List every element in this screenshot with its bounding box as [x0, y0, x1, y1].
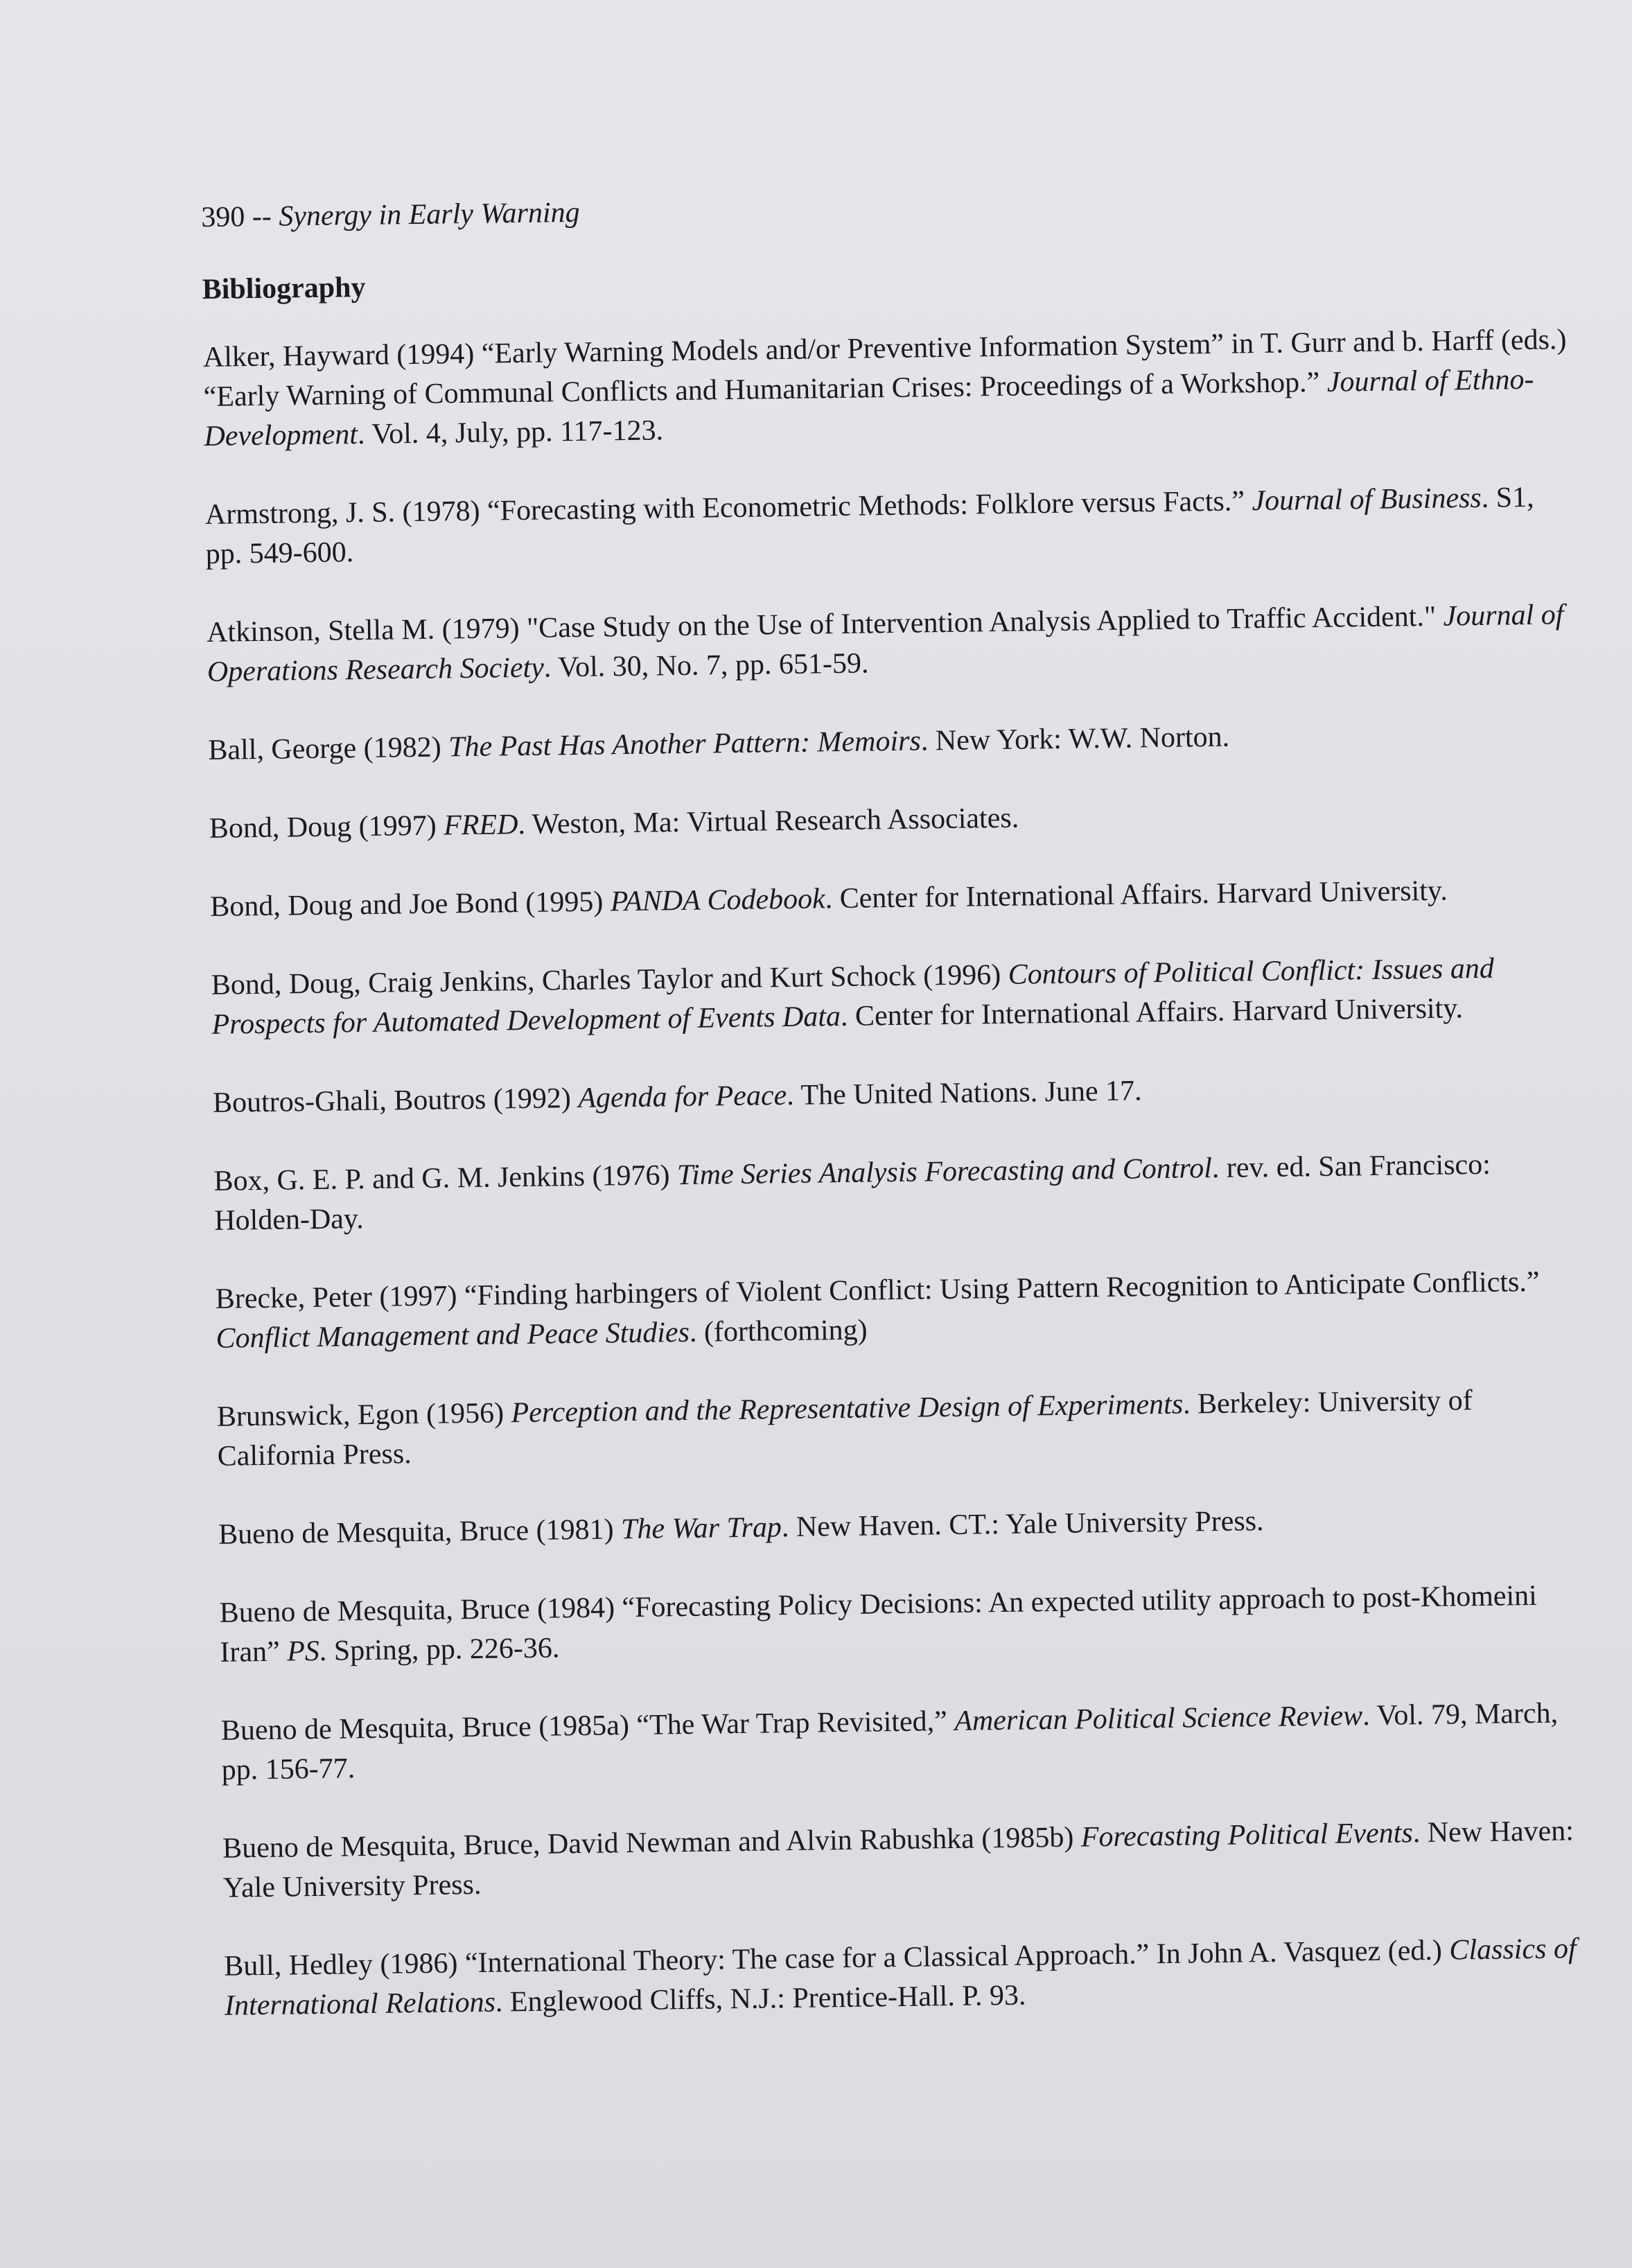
entry-text: Bond, Doug (1997) — [209, 809, 444, 845]
entry-title: Journal of Ethno-Development — [204, 363, 1534, 452]
bibliography-entry — [208, 713, 1588, 771]
entry-title: Journal of Business — [1252, 482, 1482, 518]
entry-title: FRED — [443, 809, 518, 842]
entry-details: . Berkeley: University of California Press. — [217, 1384, 1473, 1473]
entry-title: Classics of International Relations — [224, 1933, 1577, 2022]
entry-title: PS — [286, 1635, 320, 1668]
bibliography-entry — [211, 948, 1590, 1045]
entry-details: . Center for International Affairs. Harvard University. — [825, 874, 1448, 915]
entry-details: . Englewood Cliffs, N.J.: Prentice-Hall. P. 93. — [495, 1979, 1026, 2019]
bibliography-entry — [218, 1497, 1598, 1555]
book-title: Synergy in Early Warning — [279, 196, 580, 233]
entry-title: Perception and the Representative Design of Experiments — [511, 1388, 1184, 1430]
entry-text: Bueno de Mesquita, Bruce (1985a) “The War Trap Revisited,” — [220, 1705, 955, 1747]
entry-title: American Political Science Review — [954, 1700, 1363, 1737]
bibliography-entry — [215, 1262, 1595, 1359]
entry-text: Box, G. E. P. and G. M. Jenkins (1976) — [213, 1159, 678, 1197]
section-heading: Bibliography — [202, 271, 366, 306]
bibliography-entry — [205, 477, 1585, 574]
entry-details: . (forthcoming) — [689, 1314, 868, 1348]
entry-text: Brecke, Peter (1997) “Finding harbingers of Violent Conflict: Using Pattern Recognition to Anticipate Conflicts.” — [215, 1265, 1540, 1315]
entry-details: . Center for International Affairs. Harvard University. — [840, 992, 1464, 1033]
bibliography-list — [203, 320, 1604, 2026]
entry-text: Brunswick, Egon (1956) — [216, 1397, 511, 1433]
entry-title: Conflict Management and Peace Studies — [216, 1316, 690, 1355]
entry-text: Bond, Doug and Joe Bond (1995) — [210, 886, 611, 923]
entry-details: . S1, pp. 549-600. — [205, 481, 1534, 570]
entry-details: . Vol. 30, No. 7, pp. 651-59. — [543, 647, 869, 684]
entry-text: Alker, Hayward (1994) “Early Warning Models and/or Preventive Information System” in T. Gurr and b. Harff (eds.) “Early Warning of Communal Conflicts and Humanitarian Crises: Proceedings of a Workshop.” — [202, 324, 1567, 413]
bibliography-entry — [213, 1066, 1592, 1123]
bibliography-entry — [210, 870, 1590, 927]
entry-text: Bueno de Mesquita, Bruce (1984) “Forecasting Policy Decisions: An expected utility approach to post-Khomeini Iran” — [219, 1579, 1538, 1669]
entry-title: Agenda for Peace — [578, 1080, 787, 1114]
entry-details: . Weston, Ma: Virtual Research Associates. — [518, 802, 1019, 841]
entry-text: Bueno de Mesquita, Bruce, David Newman and Alvin Rabushka (1985b) — [222, 1821, 1082, 1865]
entry-text: Ball, George (1982) — [208, 731, 449, 766]
entry-details: . rev. ed. San Francisco: Holden-Day. — [213, 1148, 1491, 1237]
bibliography-entry — [203, 320, 1583, 457]
entry-title: Time Series Analysis Forecasting and Control — [676, 1152, 1213, 1192]
running-header — [201, 182, 1581, 236]
entry-details: . Vol. 4, July, pp. 117-123. — [357, 414, 664, 451]
bibliography-entry — [221, 1694, 1601, 1791]
bibliography-entry — [207, 595, 1586, 692]
entry-text: Bond, Doug, Craig Jenkins, Charles Taylor and Kurt Schock (1996) — [211, 958, 1009, 1001]
page-content — [201, 182, 1604, 2065]
entry-details: . New Haven. CT.: Yale University Press. — [781, 1505, 1264, 1544]
entry-text: Bueno de Mesquita, Bruce (1981) — [218, 1513, 622, 1551]
entry-text: Armstrong, J. S. (1978) “Forecasting with Econometric Methods: Folklore versus Facts.” — [204, 485, 1252, 531]
bibliography-entry — [217, 1380, 1597, 1477]
entry-title: Contours of Political Conflict: Issues and Prospects for Automated Development of Events Data — [211, 952, 1495, 1041]
bibliography-entry — [209, 791, 1589, 849]
entry-text: Boutros-Ghali, Boutros (1992) — [212, 1082, 579, 1119]
entry-text: Bull, Hedley (1986) “International Theory: The case for a Classical Approach.” In John A. Vasquez (ed.) — [224, 1934, 1450, 1983]
bibliography-entry — [222, 1811, 1602, 1908]
bibliography-entry — [213, 1144, 1593, 1241]
entry-details: . New York: W.W. Norton. — [920, 721, 1230, 757]
entry-title: The War Trap — [620, 1511, 782, 1546]
header-separator: -- — [245, 200, 279, 234]
entry-text: Atkinson, Stella M. (1979) "Case Study on the Use of Intervention Analysis Applied to Traffic Accident." — [206, 600, 1444, 649]
page-number: 390 — [201, 201, 245, 234]
entry-title: Forecasting Political Events — [1080, 1817, 1414, 1854]
entry-details: . Vol. 79, March, pp. 156-77. — [221, 1697, 1559, 1786]
entry-details: . The United Nations. June 17. — [786, 1075, 1142, 1112]
entry-details: . Spring, pp. 226-36. — [319, 1632, 560, 1667]
entry-details: . New Haven: Yale University Press. — [222, 1815, 1574, 1904]
bibliography-entry — [219, 1576, 1599, 1673]
bibliography-entry — [224, 1929, 1604, 2026]
entry-title: Journal of Operations Research Society — [207, 599, 1564, 688]
entry-title: PANDA Codebook — [610, 883, 825, 918]
entry-title: The Past Has Another Pattern: Memoirs — [448, 725, 922, 764]
